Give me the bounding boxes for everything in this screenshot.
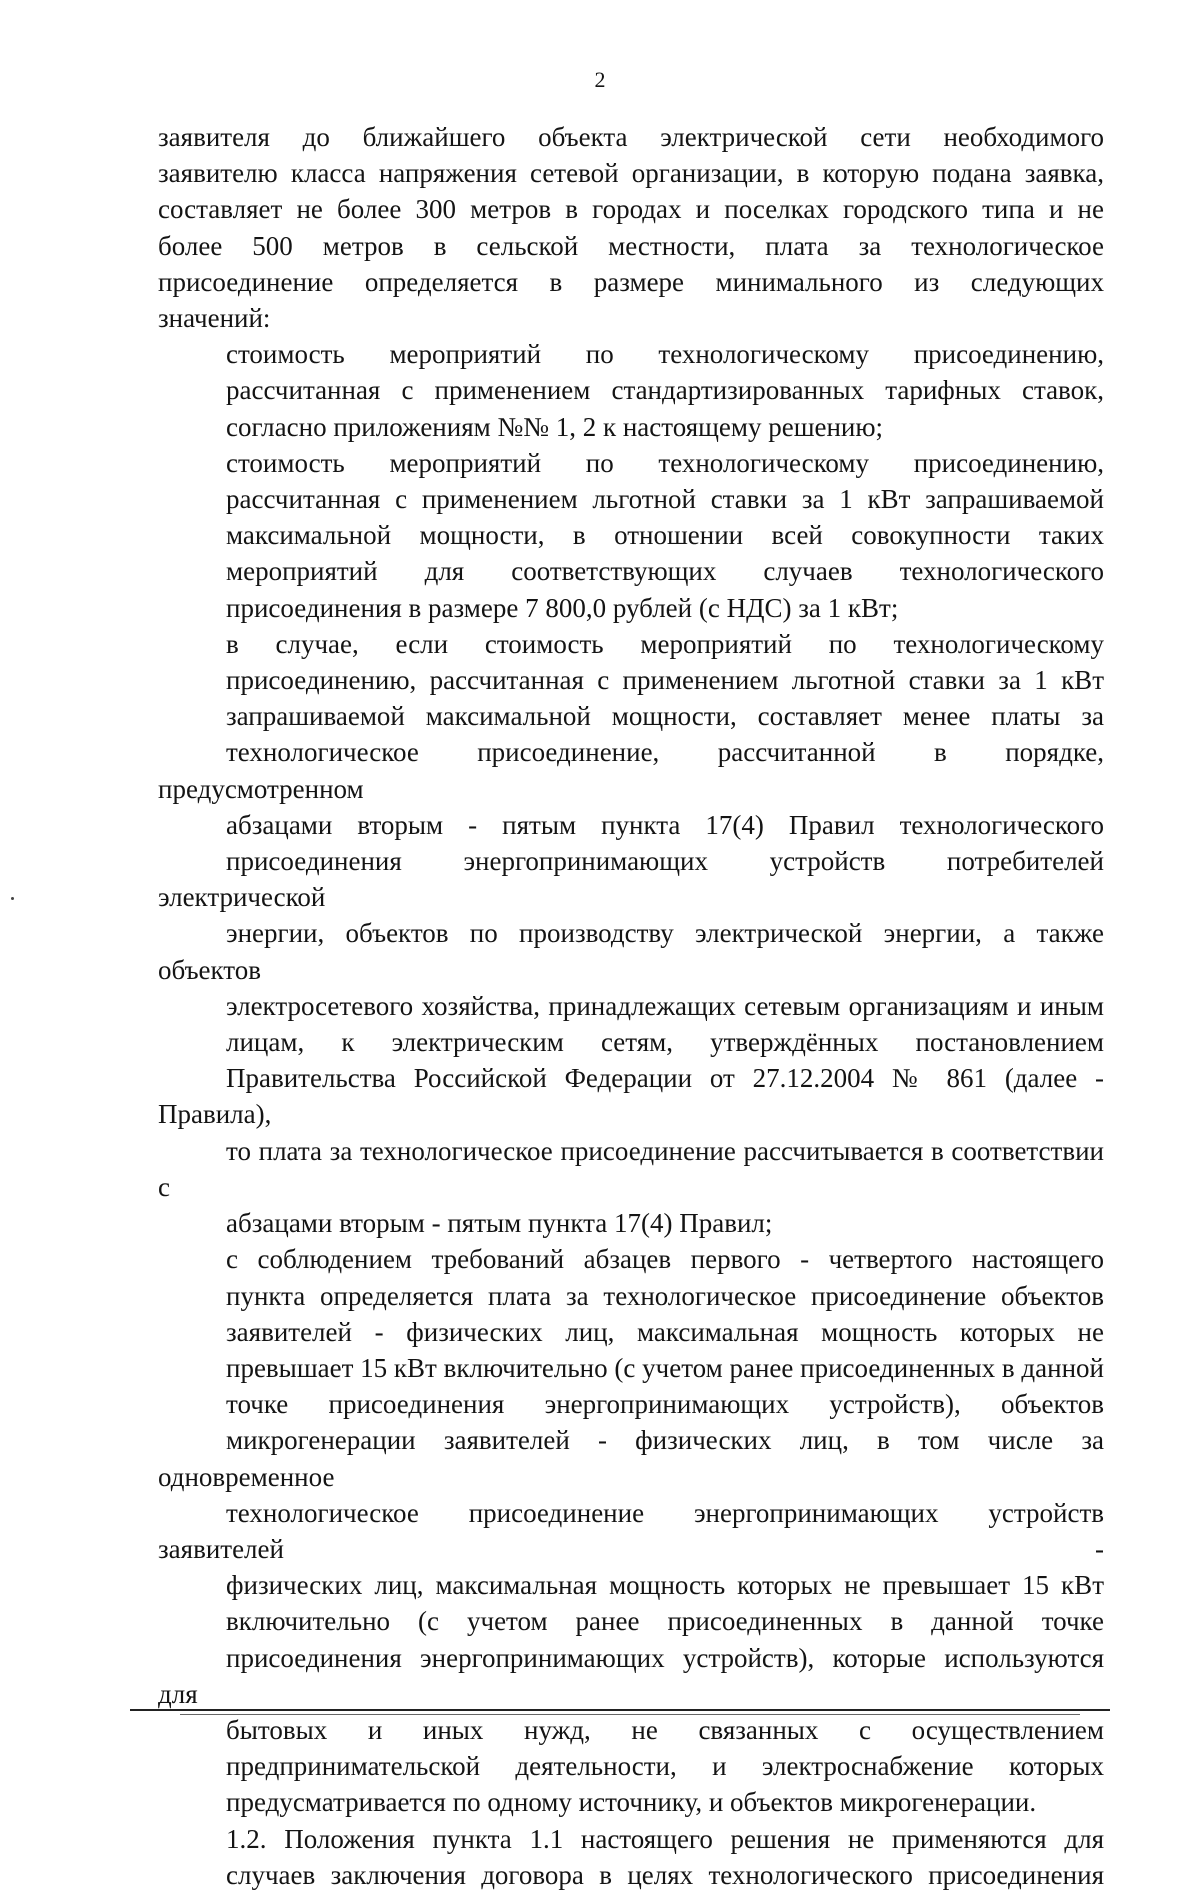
footer-rule: [130, 1709, 1110, 1711]
paragraph: [158, 445, 1104, 626]
text-line: бытовых и иных нужд, не связанных с осуществлением: [226, 1714, 1104, 1745]
text-line: заявителю класса напряжения сетевой организации, в которую подана заявка,: [158, 158, 1104, 189]
document-body: [158, 119, 1104, 1893]
paragraph: [158, 1241, 1104, 1820]
text-line: в случае, если стоимость мероприятий по технологическому: [226, 628, 1104, 659]
text-line: лицам, к электрическим сетям, утверждённых постановлением: [226, 1027, 1104, 1058]
text-line: присоединения энергопринимающих устройств), которые используются для: [158, 1642, 1104, 1709]
text-line: технологическое присоединение энергопринимающих устройств заявителей -: [158, 1497, 1104, 1564]
text-line: предусматривается по одному источнику, и объектов микрогенерации.: [226, 1787, 1037, 1818]
text-line: то плата за технологическое присоединение рассчитывается в соответствии с: [158, 1135, 1104, 1202]
text-line: случаев заключения договора в целях технологического присоединения: [226, 1859, 1104, 1890]
text-line: присоединения в размере 7 800,0 рублей (с НДС) за 1 кВт;: [226, 592, 899, 623]
text-line: 1.2. Положения пункта 1.1 настоящего решения не применяются для: [226, 1823, 1104, 1854]
text-line: рассчитанная с применением льготной ставки за 1 кВт запрашиваемой: [226, 484, 1104, 515]
text-line: предпринимательской деятельности, и электроснабжение которых: [226, 1751, 1104, 1782]
text-line: составляет не более 300 метров в городах и поселках городского типа и не: [158, 194, 1104, 225]
paragraph: [158, 336, 1104, 445]
text-line: более 500 метров в сельской местности, плата за технологическое: [158, 230, 1104, 261]
scan-speck: [11, 897, 14, 900]
text-line: технологическое присоединение, рассчитанной в порядке, предусмотренном: [158, 737, 1104, 804]
text-line: микрогенерации заявителей - физических лиц, в том числе за одновременное: [158, 1425, 1104, 1492]
text-line: электросетевого хозяйства, принадлежащих сетевым организациям и иным: [226, 990, 1104, 1021]
text-line: запрашиваемой максимальной мощности, составляет менее платы за: [226, 701, 1104, 732]
text-line: заявителей - физических лиц, максимальная мощность которых не: [226, 1316, 1104, 1347]
text-line: заявителя до ближайшего объекта электрической сети необходимого: [158, 122, 1104, 152]
text-line: стоимость мероприятий по технологическому присоединению,: [226, 339, 1104, 370]
text-line: физических лиц, максимальная мощность которых не превышает 15 кВт: [226, 1570, 1104, 1601]
text-line: с соблюдением требований абзацев первого - четвертого настоящего: [226, 1244, 1104, 1275]
paragraph: [158, 626, 1104, 1241]
page-number: 2: [594, 67, 606, 92]
text-line: рассчитанная с применением стандартизированных тарифных ставок,: [226, 375, 1104, 406]
text-line: присоединения энергопринимающих устройств потребителей электрической: [158, 846, 1104, 913]
text-line: энергии, объектов по производству электрической энергии, а также объектов: [158, 918, 1104, 985]
footer-rule-secondary: [180, 1714, 1080, 1715]
text-line: согласно приложениям №№ 1, 2 к настоящему решению;: [226, 411, 884, 442]
paragraph: [158, 119, 1104, 336]
text-line: максимальной мощности, в отношении всей совокупности таких: [226, 520, 1104, 551]
text-line: присоединению, рассчитанная с применением льготной ставки за 1 кВт: [226, 665, 1104, 696]
text-line: присоединение определяется в размере минимального из следующих: [158, 266, 1104, 297]
text-line: превышает 15 кВт включительно (с учетом ранее присоединенных в данной: [226, 1352, 1104, 1383]
paragraph: [158, 1821, 1104, 1893]
text-line: мероприятий для соответствующих случаев технологического: [226, 556, 1104, 587]
text-line: пункта определяется плата за технологическое присоединение объектов: [226, 1280, 1104, 1311]
text-line: Правительства Российской Федерации от 27.12.2004 № 861 (далее - Правила),: [158, 1063, 1104, 1130]
text-line: точке присоединения энергопринимающих устройств), объектов: [226, 1389, 1104, 1420]
text-line: абзацами вторым - пятым пункта 17(4) Правил;: [226, 1208, 773, 1239]
text-line: значений:: [158, 303, 271, 334]
text-line: включительно (с учетом ранее присоединенных в данной точке: [226, 1606, 1104, 1637]
text-line: абзацами вторым - пятым пункта 17(4) Правил технологического: [226, 809, 1104, 840]
text-line: стоимость мероприятий по технологическому присоединению,: [226, 447, 1104, 478]
